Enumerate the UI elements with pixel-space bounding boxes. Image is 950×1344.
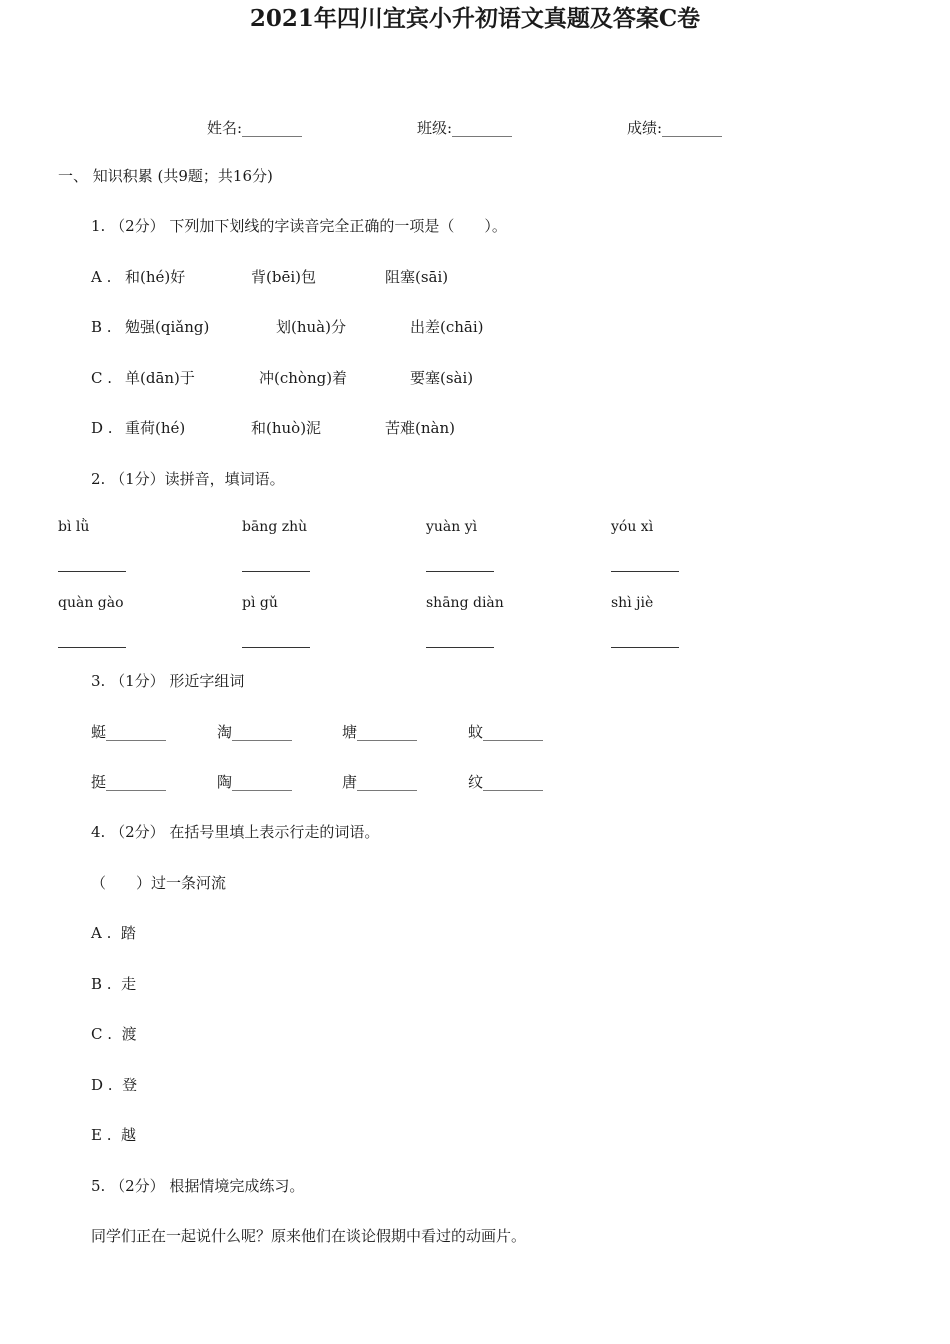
question-4-option-a[interactable]: A . 踏 bbox=[91, 924, 136, 942]
pinyin-item: quàn gào bbox=[58, 595, 124, 611]
page-title: 2021年四川宜宾小升初语文真题及答案C卷 bbox=[249, 5, 701, 32]
answer-blank[interactable] bbox=[58, 570, 126, 572]
character-item[interactable]: 塘________ bbox=[342, 723, 418, 741]
question-5-text: 同学们正在一起说什么呢？原来他们在谈论假期中看过的动画片。 bbox=[91, 1227, 527, 1245]
answer-blank[interactable] bbox=[242, 646, 310, 648]
question-1-stem: 1. （2分） 下列加下划线的字读音完全正确的一项是（ ）。 bbox=[91, 217, 507, 235]
character-item[interactable]: 陶________ bbox=[217, 773, 293, 791]
answer-blank[interactable] bbox=[426, 646, 494, 648]
pinyin-item: pì gǔ bbox=[242, 595, 278, 611]
question-4-option-c[interactable]: C . 渡 bbox=[91, 1025, 137, 1043]
question-4-stem: 4. （2分） 在括号里填上表示行走的词语。 bbox=[91, 823, 380, 841]
question-4-sentence: （ ）过一条河流 bbox=[91, 874, 227, 892]
question-4-option-b[interactable]: B . 走 bbox=[91, 975, 137, 993]
answer-blank[interactable] bbox=[611, 570, 679, 572]
question-4-option-d[interactable]: D . 登 bbox=[91, 1076, 138, 1094]
class-field[interactable]: 班级:________ bbox=[417, 119, 513, 137]
question-2-stem: 2. （1分）读拼音，填词语。 bbox=[91, 470, 285, 488]
pinyin-item: bāng zhù bbox=[242, 519, 308, 535]
character-item[interactable]: 淘________ bbox=[217, 723, 293, 741]
answer-blank[interactable] bbox=[242, 570, 310, 572]
answer-blank[interactable] bbox=[426, 570, 494, 572]
character-item[interactable]: 唐________ bbox=[342, 773, 418, 791]
character-item[interactable]: 挺________ bbox=[91, 773, 167, 791]
character-item[interactable]: 蚊________ bbox=[468, 723, 544, 741]
name-field[interactable]: 姓名:________ bbox=[207, 119, 303, 137]
question-5-stem: 5. （2分） 根据情境完成练习。 bbox=[91, 1177, 305, 1195]
question-3-stem: 3. （1分） 形近字组词 bbox=[91, 672, 245, 690]
section-heading: 一、 知识积累 (共9题；共16分) bbox=[58, 167, 273, 185]
question-4-option-e[interactable]: E . 越 bbox=[91, 1126, 137, 1144]
pinyin-item: bì lǜ bbox=[58, 519, 90, 535]
answer-blank[interactable] bbox=[611, 646, 679, 648]
character-item[interactable]: 蜓________ bbox=[91, 723, 167, 741]
score-field[interactable]: 成绩:________ bbox=[627, 119, 723, 137]
pinyin-item: yóu xì bbox=[611, 519, 654, 535]
answer-blank[interactable] bbox=[58, 646, 126, 648]
character-item[interactable]: 纹________ bbox=[468, 773, 544, 791]
pinyin-item: shì jiè bbox=[611, 595, 654, 611]
pinyin-item: shāng diàn bbox=[426, 595, 504, 611]
pinyin-item: yuàn yì bbox=[426, 519, 478, 535]
